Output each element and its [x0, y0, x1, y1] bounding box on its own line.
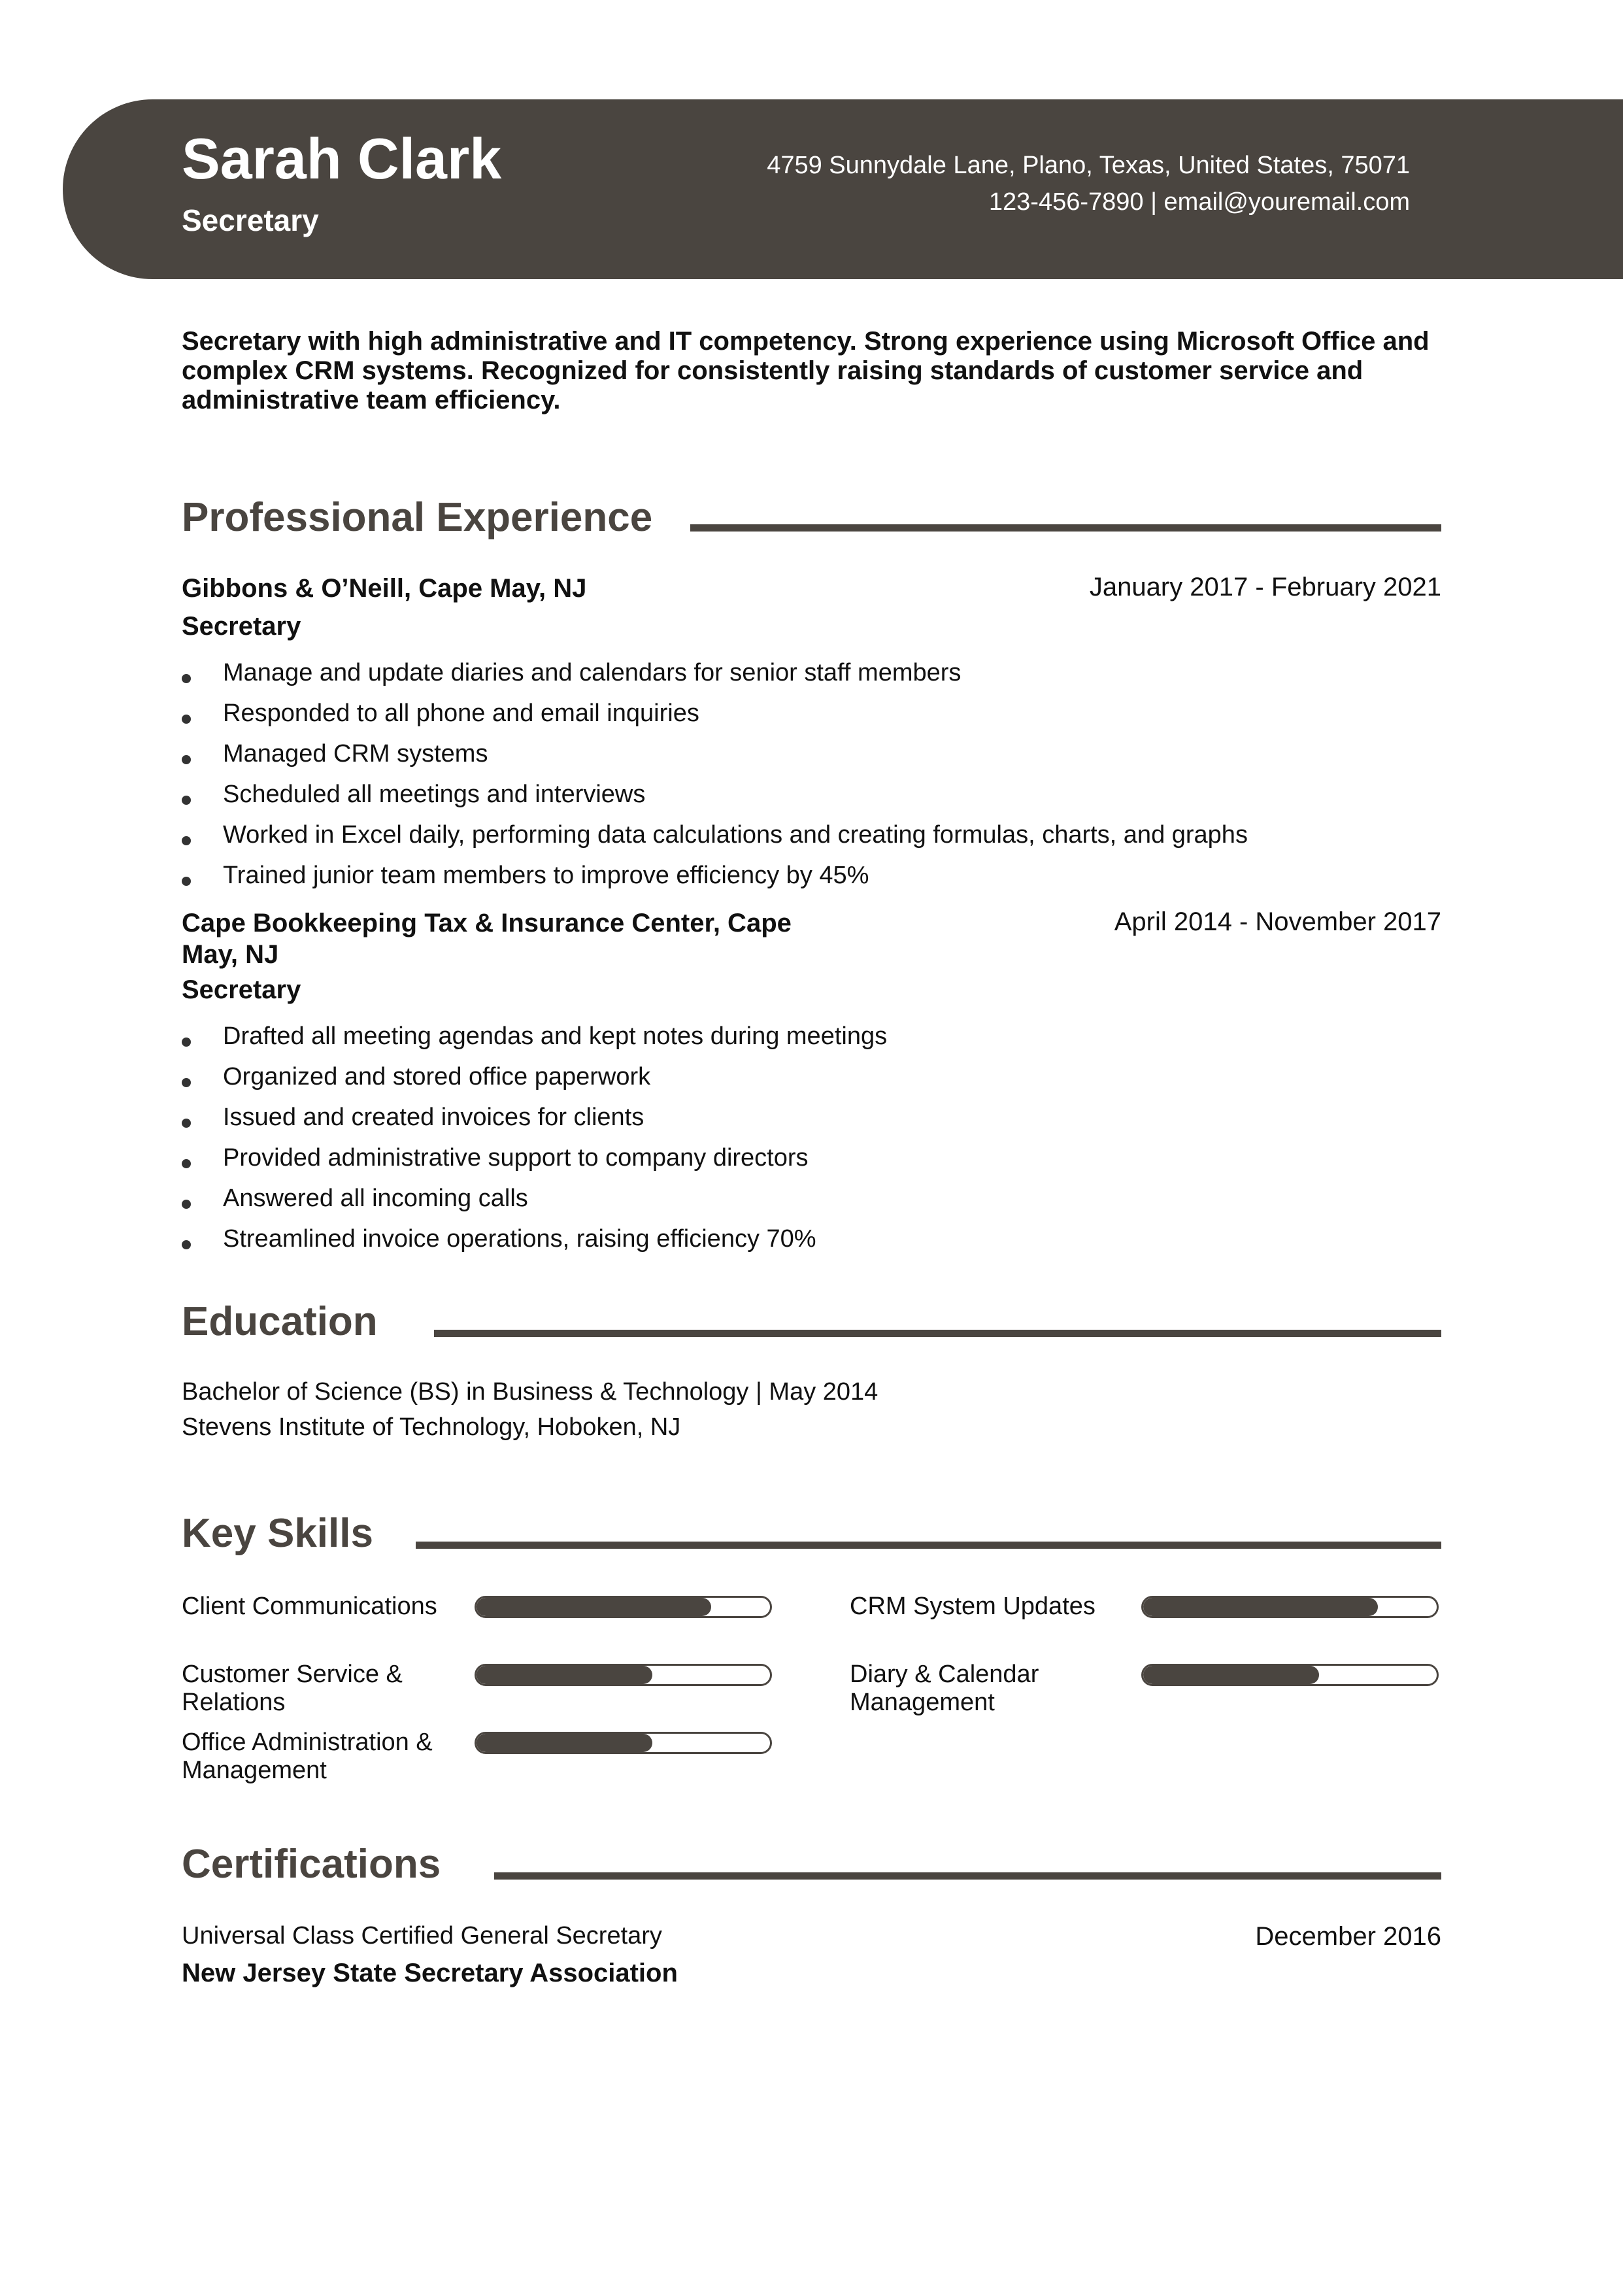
job-bullets — [182, 1016, 887, 1259]
certification-issuer: New Jersey State Secretary Association — [182, 1959, 678, 1987]
bullet-icon — [182, 836, 191, 845]
summary: Secretary with high administrative and IT competency. Strong experience using Microsoft Office and complex CRM systems. Recognized for consistently raising standards of customer service and administrative team efficiency. — [182, 327, 1430, 414]
job-dates: April 2014 - November 2017 — [1114, 907, 1441, 936]
bullet-icon — [182, 1038, 191, 1047]
bullet-icon — [182, 1240, 191, 1249]
section-rule-experience — [690, 524, 1441, 532]
bullet-icon — [182, 1200, 191, 1209]
bullet-icon — [182, 1159, 191, 1168]
skill-bar — [475, 1664, 772, 1686]
skill-bar-fill — [477, 1598, 711, 1616]
bullet-icon — [182, 877, 191, 886]
list-item: Managed CRM systems — [182, 734, 1248, 774]
bullet-icon — [182, 1078, 191, 1087]
list-item: Provided administrative support to company directors — [182, 1138, 887, 1178]
job-company: Cape Bookkeeping Tax & Insurance Center, Cape May, NJ — [182, 909, 792, 969]
skill-bar-fill — [477, 1734, 652, 1752]
job-dates: January 2017 - February 2021 — [1089, 573, 1441, 601]
skill-bar — [1141, 1596, 1439, 1618]
address: 4759 Sunnydale Lane, Plano, Texas, United States, 75071 — [767, 152, 1410, 179]
list-item: Issued and created invoices for clients — [182, 1097, 887, 1138]
skill-label: Diary & Calendar Management — [850, 1661, 1039, 1716]
section-title-education: Education — [182, 1299, 378, 1344]
list-item: Answered all incoming calls — [182, 1178, 887, 1219]
bullet-icon — [182, 715, 191, 724]
section-title-certifications: Certifications — [182, 1842, 441, 1887]
skill-bar-fill — [1143, 1598, 1378, 1616]
list-item: Drafted all meeting agendas and kept notes during meetings — [182, 1016, 887, 1056]
skill-label: Office Administration & Management — [182, 1729, 433, 1784]
job-bullets — [182, 652, 1248, 896]
bullet-icon — [182, 1119, 191, 1128]
candidate-name: Sarah Clark — [182, 126, 502, 191]
skill-bar-fill — [1143, 1666, 1319, 1684]
skill-label: Client Communications — [182, 1593, 437, 1620]
skill-label: CRM System Updates — [850, 1593, 1096, 1620]
job-company: Gibbons & O’Neill, Cape May, NJ — [182, 574, 587, 603]
bullet-icon — [182, 755, 191, 764]
education-school: Stevens Institute of Technology, Hoboken, NJ — [182, 1413, 681, 1441]
certification-date: December 2016 — [1255, 1922, 1441, 1951]
bullet-icon — [182, 796, 191, 805]
certification-name: Universal Class Certified General Secretary — [182, 1922, 662, 1950]
contact-line: 123-456-7890 | email@youremail.com — [988, 188, 1410, 216]
section-rule-certifications — [494, 1872, 1441, 1880]
skill-label: Customer Service & Relations — [182, 1661, 403, 1716]
section-rule-skills — [416, 1542, 1441, 1549]
job-role: Secretary — [182, 975, 301, 1004]
list-item: Worked in Excel daily, performing data calculations and creating formulas, charts, and graphs — [182, 815, 1248, 855]
education-degree: Bachelor of Science (BS) in Business & Technology | May 2014 — [182, 1378, 878, 1406]
skill-bar — [475, 1732, 772, 1754]
skill-bar — [1141, 1664, 1439, 1686]
list-item: Streamlined invoice operations, raising efficiency 70% — [182, 1219, 887, 1259]
section-title-experience: Professional Experience — [182, 495, 653, 540]
job-role: Secretary — [182, 612, 301, 641]
list-item: Trained junior team members to improve efficiency by 45% — [182, 855, 1248, 896]
skill-bar — [475, 1596, 772, 1618]
list-item: Organized and stored office paperwork — [182, 1056, 887, 1097]
section-rule-education — [434, 1330, 1441, 1337]
list-item: Manage and update diaries and calendars for senior staff members — [182, 652, 1248, 693]
skill-bar-fill — [477, 1666, 652, 1684]
list-item: Scheduled all meetings and interviews — [182, 774, 1248, 815]
section-title-skills: Key Skills — [182, 1511, 373, 1556]
bullet-icon — [182, 674, 191, 683]
list-item: Responded to all phone and email inquiries — [182, 693, 1248, 734]
candidate-title: Secretary — [182, 203, 319, 237]
